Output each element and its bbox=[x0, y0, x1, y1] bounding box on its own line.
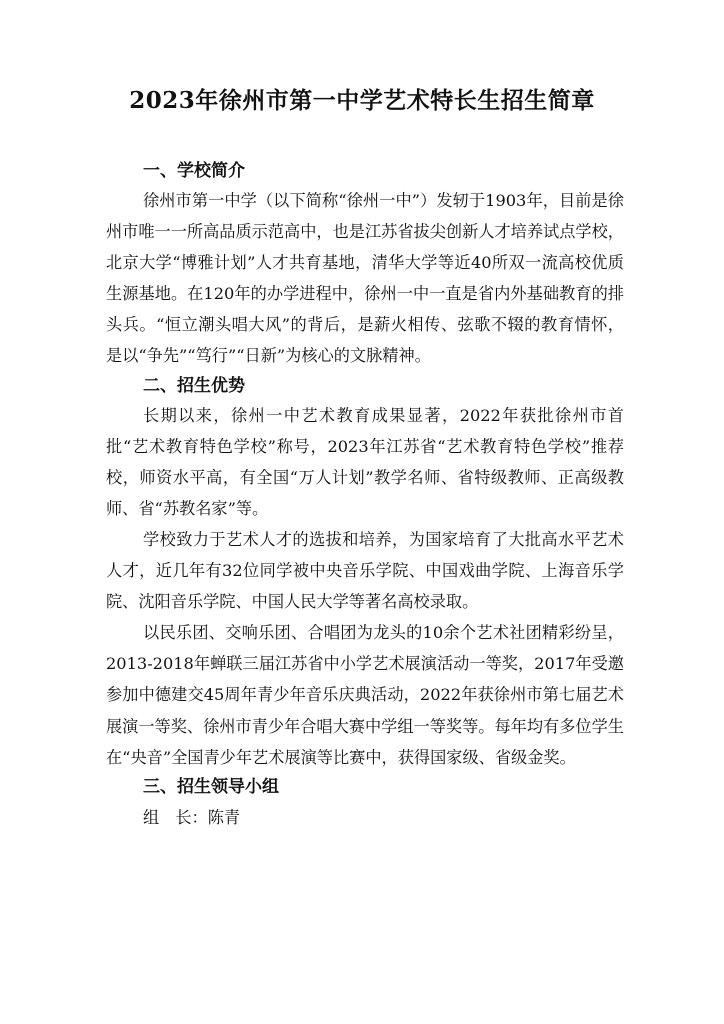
section-heading-school-intro: 一、学校简介 bbox=[143, 161, 245, 181]
document-body bbox=[106, 158, 624, 833]
section-heading-leadership-group: 三、招生领导小组 bbox=[143, 776, 279, 797]
group-leader-line bbox=[106, 802, 624, 833]
paragraph-advantages-3: 以民乐团、交响乐团、合唱团为龙头的10余个艺术社团精彩纷呈，2013-2018年蝉联三届江苏省中小学艺术展演活动一等奖，2017年受邀参加中德建交45周年青少年音乐庆典活动，2022年获徐州市第七届艺术展演一等奖、徐州市青少年合唱大赛中学组一等奖等。每年均有多位学生在“央音”全国青少年艺术展演等比赛中，获得国家级、省级金奖。 bbox=[106, 623, 624, 767]
group-leader-name: 陈青 bbox=[207, 807, 241, 827]
group-leader-role: 组 长： bbox=[143, 807, 208, 827]
paragraph-advantages-1: 长期以来，徐州一中艺术教育成果显著，2022年获批徐州市首批“艺术教育特色学校”称号，2023年江苏省“艺术教育特色学校”推荐校，师资水平高，有全国“万人计划”教学名师、省特级教师、正高级教师、省“苏教名家”等。 bbox=[106, 405, 624, 518]
paragraph-advantages-2: 学校致力于艺术人才的选拔和培养，为国家培育了大批高水平艺术人才，近几年有32位同学被中央音乐学院、中国戏曲学院、上海音乐学院、沈阳音乐学院、中国人民大学等著名高校录取。 bbox=[106, 529, 624, 612]
section-heading-advantages: 二、招生优势 bbox=[143, 375, 245, 396]
paragraph-school-intro: 徐州市第一中学（以下简称“徐州一中”）发轫于1903年，目前是徐州市唯一一所高品质示范高中，也是江苏省拔尖创新人才培养试点学校，北京大学“博雅计划”人才共育基地，清华大学等近40所双一流高校优质生源基地。在120年的办学进程中，徐州一中一直是省内外基础教育的排头兵。“恒立潮头唱大风”的背后，是薪火相传、弦歌不辍的教育情怀，是以“争先”“笃行”“日新”为核心的文脉精神。 bbox=[106, 191, 624, 366]
document-title: 2023年徐州市第一中学艺术特长生招生简章 bbox=[129, 87, 595, 114]
